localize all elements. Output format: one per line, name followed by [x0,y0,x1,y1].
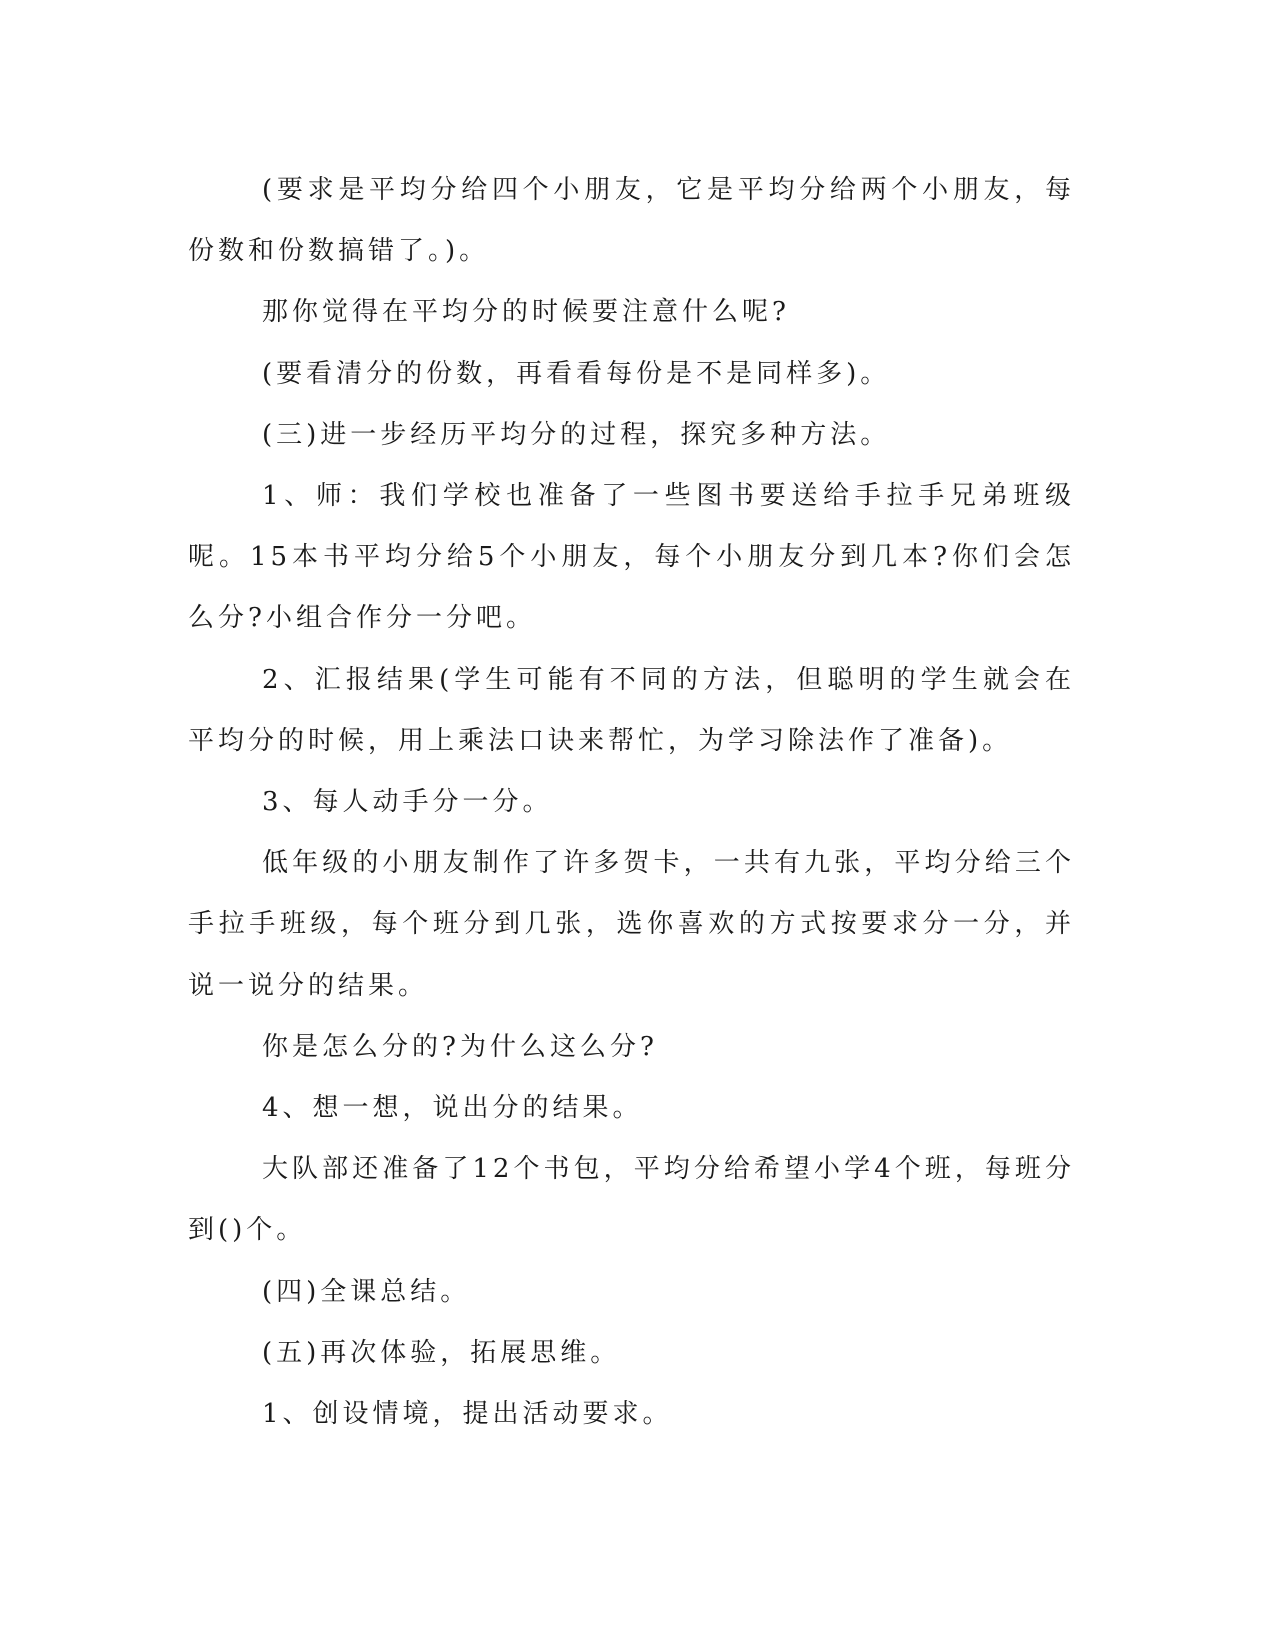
paragraph: 那你觉得在平均分的时候要注意什么呢? [262,297,790,328]
paragraph: 1、师：我们学校也准备了一些图书要送给手拉手兄弟班级呢。15本书平均分给5个小朋友，每个小朋友分到几本?你们会怎么分?小组合作分一分吧。 [188,481,1075,634]
paragraph: 4、想一想，说出分的结果。 [262,1093,643,1124]
paragraph: 你是怎么分的?为什么这么分? [262,1031,658,1062]
paragraph: (要求是平均分给四个小朋友，它是平均分给两个小朋友，每份数和份数搞错了。)。 [188,175,1075,267]
paragraph: 2、汇报结果(学生可能有不同的方法，但聪明的学生就会在平均分的时候，用上乘法口诀来帮忙，为学习除法作了准备)。 [188,664,1075,756]
paragraph: (五)再次体验，拓展思维。 [262,1337,621,1368]
paragraph: 3、每人动手分一分。 [262,787,553,818]
paragraph: (要看清分的份数，再看看每份是不是同样多)。 [262,358,891,389]
paragraph: 1、创设情境，提出活动要求。 [262,1399,673,1430]
paragraph: 大队部还准备了12个书包，平均分给希望小学4个班，每班分到()个。 [188,1154,1075,1246]
document-body [188,160,1075,1445]
paragraph: (三)进一步经历平均分的过程，探究多种方法。 [262,419,891,450]
paragraph: 低年级的小朋友制作了许多贺卡，一共有九张，平均分给三个手拉手班级，每个班分到几张，选你喜欢的方式按要求分一分，并说一说分的结果。 [188,848,1075,1001]
paragraph: (四)全课总结。 [262,1276,471,1307]
